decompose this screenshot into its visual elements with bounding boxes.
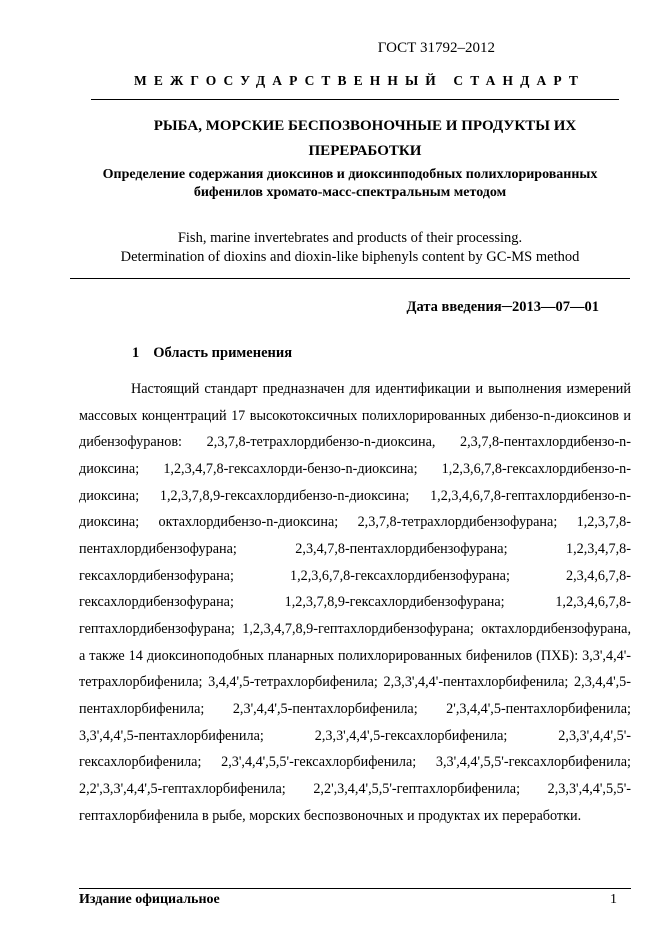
footer-divider (79, 888, 631, 889)
english-title-line-2: Determination of dioxins and dioxin-like biphenyls content by GC-MS method (120, 249, 580, 265)
document-title: РЫБА, МОРСКИЕ БЕСПОЗВОНОЧНЫЕ И ПРОДУКТЫ ИХ ПЕРЕРАБОТКИ (153, 118, 577, 159)
section-number: 1 (132, 345, 140, 361)
section-title: Область применения (153, 345, 293, 361)
section-heading (132, 345, 292, 362)
english-title-line-1: Fish, marine invertebrates and products of their processing. (177, 230, 523, 246)
official-edition-label: Издание официальное (79, 892, 220, 907)
document-subtitle: Определение содержания диоксинов и диоксинподобных полихлорированных бифенилов хромато-масс-спектральным методом (102, 167, 598, 200)
header-divider (91, 99, 619, 100)
gost-code: ГОСТ 31792–2012 (377, 40, 495, 56)
english-title (70, 229, 630, 267)
page-number: 1 (610, 892, 617, 907)
scope-paragraph: Настоящий стандарт предназначен для идентификации и выполнения измерений массовых концентраций 17 высокотоксичных полихлорированных дибензо-n-диоксинов и дибензофуранов: 2,3,7,8-тетрахлордибензо-n-диоксина, 2,3,7,8-пентахлордибензо-n-диоксина; 1,2,3,4,7,8-гексахлорди-бензо-n-диоксина; 1,2,3,6,7,8-гексахлордибензо-n-диоксина; 1,2,3,7,8,9-гексахлордибензо-n-диоксина; 1,2,3,4,6,7,8-гептахлордибензо-n-диоксина; октахлордибензо-n-диоксина; 2,3,7,8-тетрахлордибензофурана; 1,2,3,7,8-пентахлордибензофурана; 2,3,4,7,8-пентахлордибензофурана; 1,2,3,4,7,8-гексахлордибензофурана; 1,2,3,6,7,8-гексахлордибензофурана; 2,3,4,6,7,8-гексахлордибензофурана; 1,2,3,7,8,9-гексахлордибензофурана; 1,2,3,4,6,7,8-гептахлордибензофурана; 1,2,3,4,7,8,9-гептахлордибензофурана; октахлордибензофурана, а также 14 диоксиноподобных планарных полихлорированных бифенилов (ПХБ): 3,3',4,4'-тетрахлорбифенила; 3,4,4',5-тетрахлорбифенила; 2,3,3',4,4'-пентахлорбифенила; 2,3,4,4',5-пентахлорбифенила; 2,3',4,4',5-пентахлорбифенила; 2',3,4,4',5-пентахлорбифенила; 3,3',4,4',5-пентахлорбифенила; 2,3,3',4,4',5-гексахлорбифенила; 2,3,3',4,4',5'-гексахлорбифенила; 2,3',4,4',5,5'-гексахлорбифенила; 3,3',4,4',5,5'-гексахлорбифенила; 2,2',3,3',4,4',5-гептахлорбифенила; 2,2',3,4,4',5,5'-гептахлорбифенила; 2,3,3',4,4',5,5'-гептахлорбифенила в рыбе, морских беспозвоночных и продуктах их переработки. (79, 381, 631, 824)
date-of-introduction: Дата введения─2013—07—01 (406, 299, 599, 315)
title-divider (70, 278, 630, 279)
interstate-standard-label: МЕЖГОСУДАРСТВЕННЫЙ СТАНДАРТ (134, 73, 585, 88)
